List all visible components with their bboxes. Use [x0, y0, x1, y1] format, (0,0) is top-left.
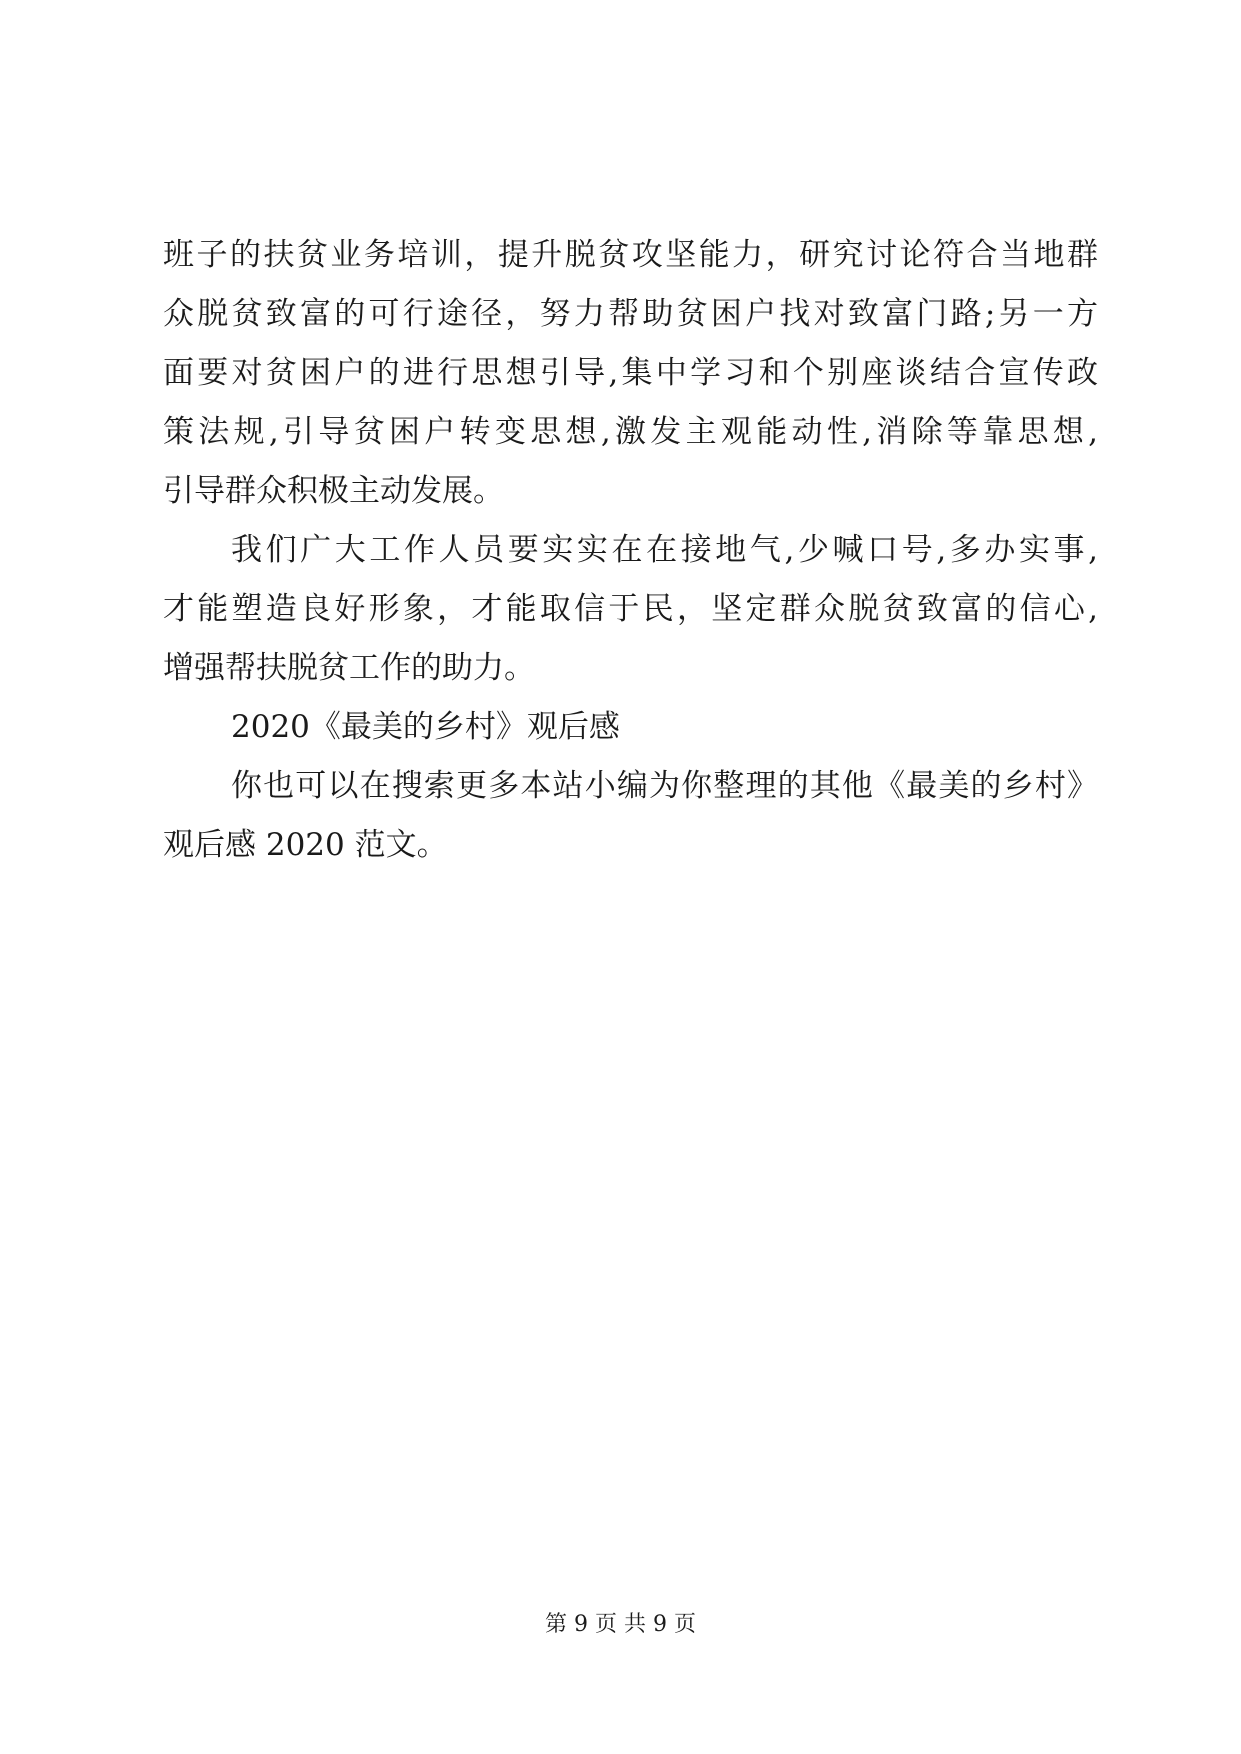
paragraph-line: 观后感 2020 范文。: [163, 827, 448, 863]
paragraph-line: 引导群众积极主动发展。: [163, 473, 504, 509]
paragraph-line: 增强帮扶脱贫工作的助力。: [163, 650, 535, 686]
paragraph-line: 面要对贫困户的进行思想引导,集中学习和个别座谈结合宣传政: [163, 355, 1098, 391]
paragraph-line: 众脱贫致富的可行途径，努力帮助贫困户找对致富门路;另一方: [163, 296, 1098, 332]
paragraph-line: 我们广大工作人员要实实在在接地气,少喊口号,多办实事,: [231, 532, 1098, 568]
page-number-footer: 第 9 页 共 9 页: [545, 1612, 696, 1637]
paragraph-line: 策法规,引导贫困户转变思想,激发主观能动性,消除等靠思想,: [163, 414, 1098, 450]
paragraph-line: 你也可以在搜索更多本站小编为你整理的其他《最美的乡村》: [231, 768, 1098, 804]
paragraph-line: 班子的扶贫业务培训，提升脱贫攻坚能力，研究讨论符合当地群: [163, 237, 1098, 273]
document-body: [163, 226, 1098, 875]
section-heading: 2020《最美的乡村》观后感: [231, 709, 620, 745]
paragraph-line: 才能塑造良好形象，才能取信于民，坚定群众脱贫致富的信心,: [163, 591, 1098, 627]
